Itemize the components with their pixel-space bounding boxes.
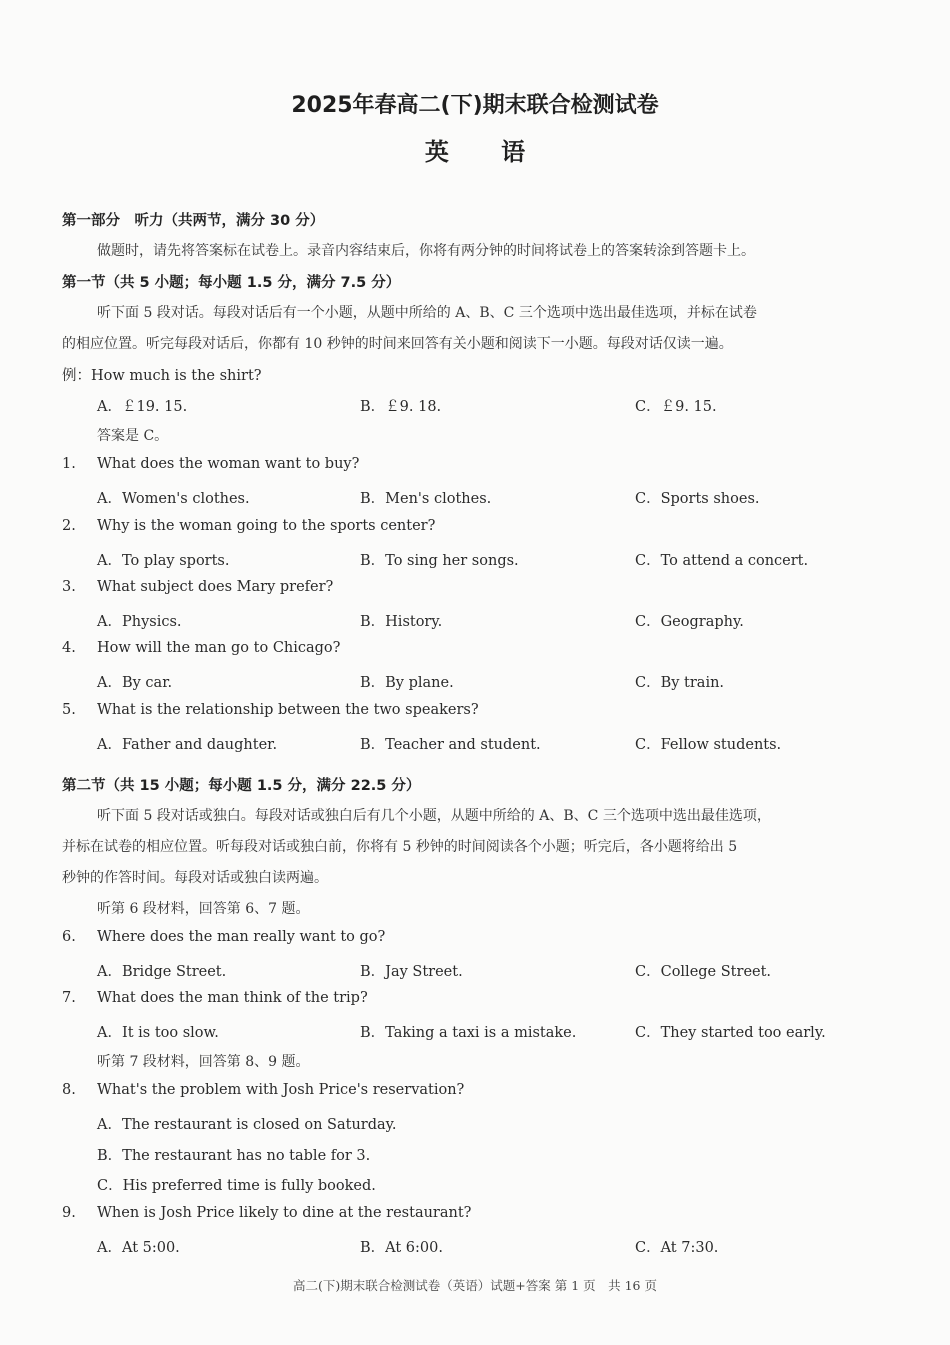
- subject-title: 英 语: [424, 138, 548, 166]
- section2-instruction-line2: 并标在试卷的相应位置。听每段对话或独白前，你将有 5 秒钟的时间阅读各个小题；听完后，各小题将给出 5: [62, 839, 738, 855]
- option-a: A．Women's clothes.: [97, 491, 250, 507]
- option-c: C．They started too early.: [635, 1025, 826, 1041]
- option-c: C．Geography.: [635, 614, 744, 630]
- option-a: A．Father and daughter.: [97, 737, 278, 753]
- section2-heading: 第二节（共 15 小题；每小题 1.5 分，满分 22.5 分）: [62, 778, 421, 794]
- section2-instruction-line1: 听下面 5 段对话或独白。每段对话或独白后有几个小题，从题中所给的 A、B、C 三个选项中选出最佳选项，: [97, 808, 771, 824]
- question-text: What subject does Mary prefer?: [97, 579, 334, 595]
- section1-heading: 第一节（共 5 小题；每小题 1.5 分，满分 7.5 分）: [62, 275, 401, 291]
- option-c: C．College Street.: [635, 964, 772, 980]
- option-b: B．History.: [360, 614, 443, 630]
- question-number: 7.: [62, 990, 76, 1006]
- material-6-note: 听第 6 段材料，回答第 6、7 题。: [97, 901, 310, 917]
- option-c: C．To attend a concert.: [635, 553, 809, 569]
- material-7-note: 听第 7 段材料，回答第 8、9 题。: [97, 1054, 310, 1070]
- example-answer: 答案是 C。: [97, 428, 169, 444]
- question-number: 2.: [62, 518, 76, 534]
- section2-instruction-line3: 秒钟的作答时间。每段对话或独白读两遍。: [62, 870, 328, 886]
- question-number: 5.: [62, 702, 76, 718]
- option-b: B．To sing her songs.: [360, 553, 519, 569]
- option-b: B．Taking a taxi is a mistake.: [360, 1025, 577, 1041]
- question-text: How will the man go to Chicago?: [97, 640, 341, 656]
- example-option-c: C．￡9. 15.: [635, 399, 717, 415]
- option-a: A．The restaurant is closed on Saturday.: [97, 1117, 397, 1133]
- option-a: A．At 5:00.: [97, 1240, 180, 1256]
- option-c: C．Fellow students.: [635, 737, 782, 753]
- option-c: C．Sports shoes.: [635, 491, 760, 507]
- question-number: 9.: [62, 1205, 76, 1221]
- option-b: B．Jay Street.: [360, 964, 463, 980]
- option-c: C．By train.: [635, 675, 725, 691]
- question-text: What does the man think of the trip?: [97, 990, 368, 1006]
- option-b: B．Men's clothes.: [360, 491, 492, 507]
- question-text: What does the woman want to buy?: [97, 456, 360, 472]
- example-option-a: A．￡19. 15.: [97, 399, 188, 415]
- section1-instruction-line2: 的相应位置。听完每段对话后，你都有 10 秒钟的时间来回答有关小题和阅读下一小题。每段对话仅读一遍。: [62, 336, 733, 352]
- exam-title: 2025年春高二(下)期末联合检测试卷: [291, 93, 659, 118]
- question-number: 3.: [62, 579, 76, 595]
- option-a: A．To play sports.: [97, 553, 230, 569]
- question-text: Why is the woman going to the sports center?: [97, 518, 436, 534]
- option-c: C．At 7:30.: [635, 1240, 719, 1256]
- option-c: C．His preferred time is fully booked.: [97, 1178, 376, 1194]
- option-b: B．By plane.: [360, 675, 454, 691]
- part1-heading: 第一部分 听力（共两节，满分 30 分）: [62, 213, 325, 229]
- question-number: 4.: [62, 640, 76, 656]
- option-a: A．By car.: [97, 675, 173, 691]
- example-question: 例：How much is the shirt?: [62, 368, 262, 384]
- option-a: A．It is too slow.: [97, 1025, 219, 1041]
- option-b: B．Teacher and student.: [360, 737, 541, 753]
- option-b: B．The restaurant has no table for 3.: [97, 1148, 371, 1164]
- option-b: B．At 6:00.: [360, 1240, 443, 1256]
- question-text: Where does the man really want to go?: [97, 929, 386, 945]
- question-number: 1.: [62, 456, 76, 472]
- section1-instruction-line1: 听下面 5 段对话。每段对话后有一个小题，从题中所给的 A、B、C 三个选项中选出最佳选项，并标在试卷: [97, 305, 757, 321]
- question-text: When is Josh Price likely to dine at the restaurant?: [97, 1205, 472, 1221]
- part1-instruction: 做题时，请先将答案标在试卷上。录音内容结束后，你将有两分钟的时间将试卷上的答案转涂到答题卡上。: [97, 243, 755, 259]
- question-text: What is the relationship between the two speakers?: [97, 702, 479, 718]
- page-footer: 高二(下)期末联合检测试卷（英语）试题+答案 第 1 页 共 16 页: [293, 1278, 657, 1293]
- question-number: 8.: [62, 1082, 76, 1098]
- option-a: A．Bridge Street.: [97, 964, 227, 980]
- question-text: What's the problem with Josh Price's reservation?: [97, 1082, 465, 1098]
- option-a: A．Physics.: [97, 614, 182, 630]
- example-option-b: B．￡9. 18.: [360, 399, 442, 415]
- question-number: 6.: [62, 929, 76, 945]
